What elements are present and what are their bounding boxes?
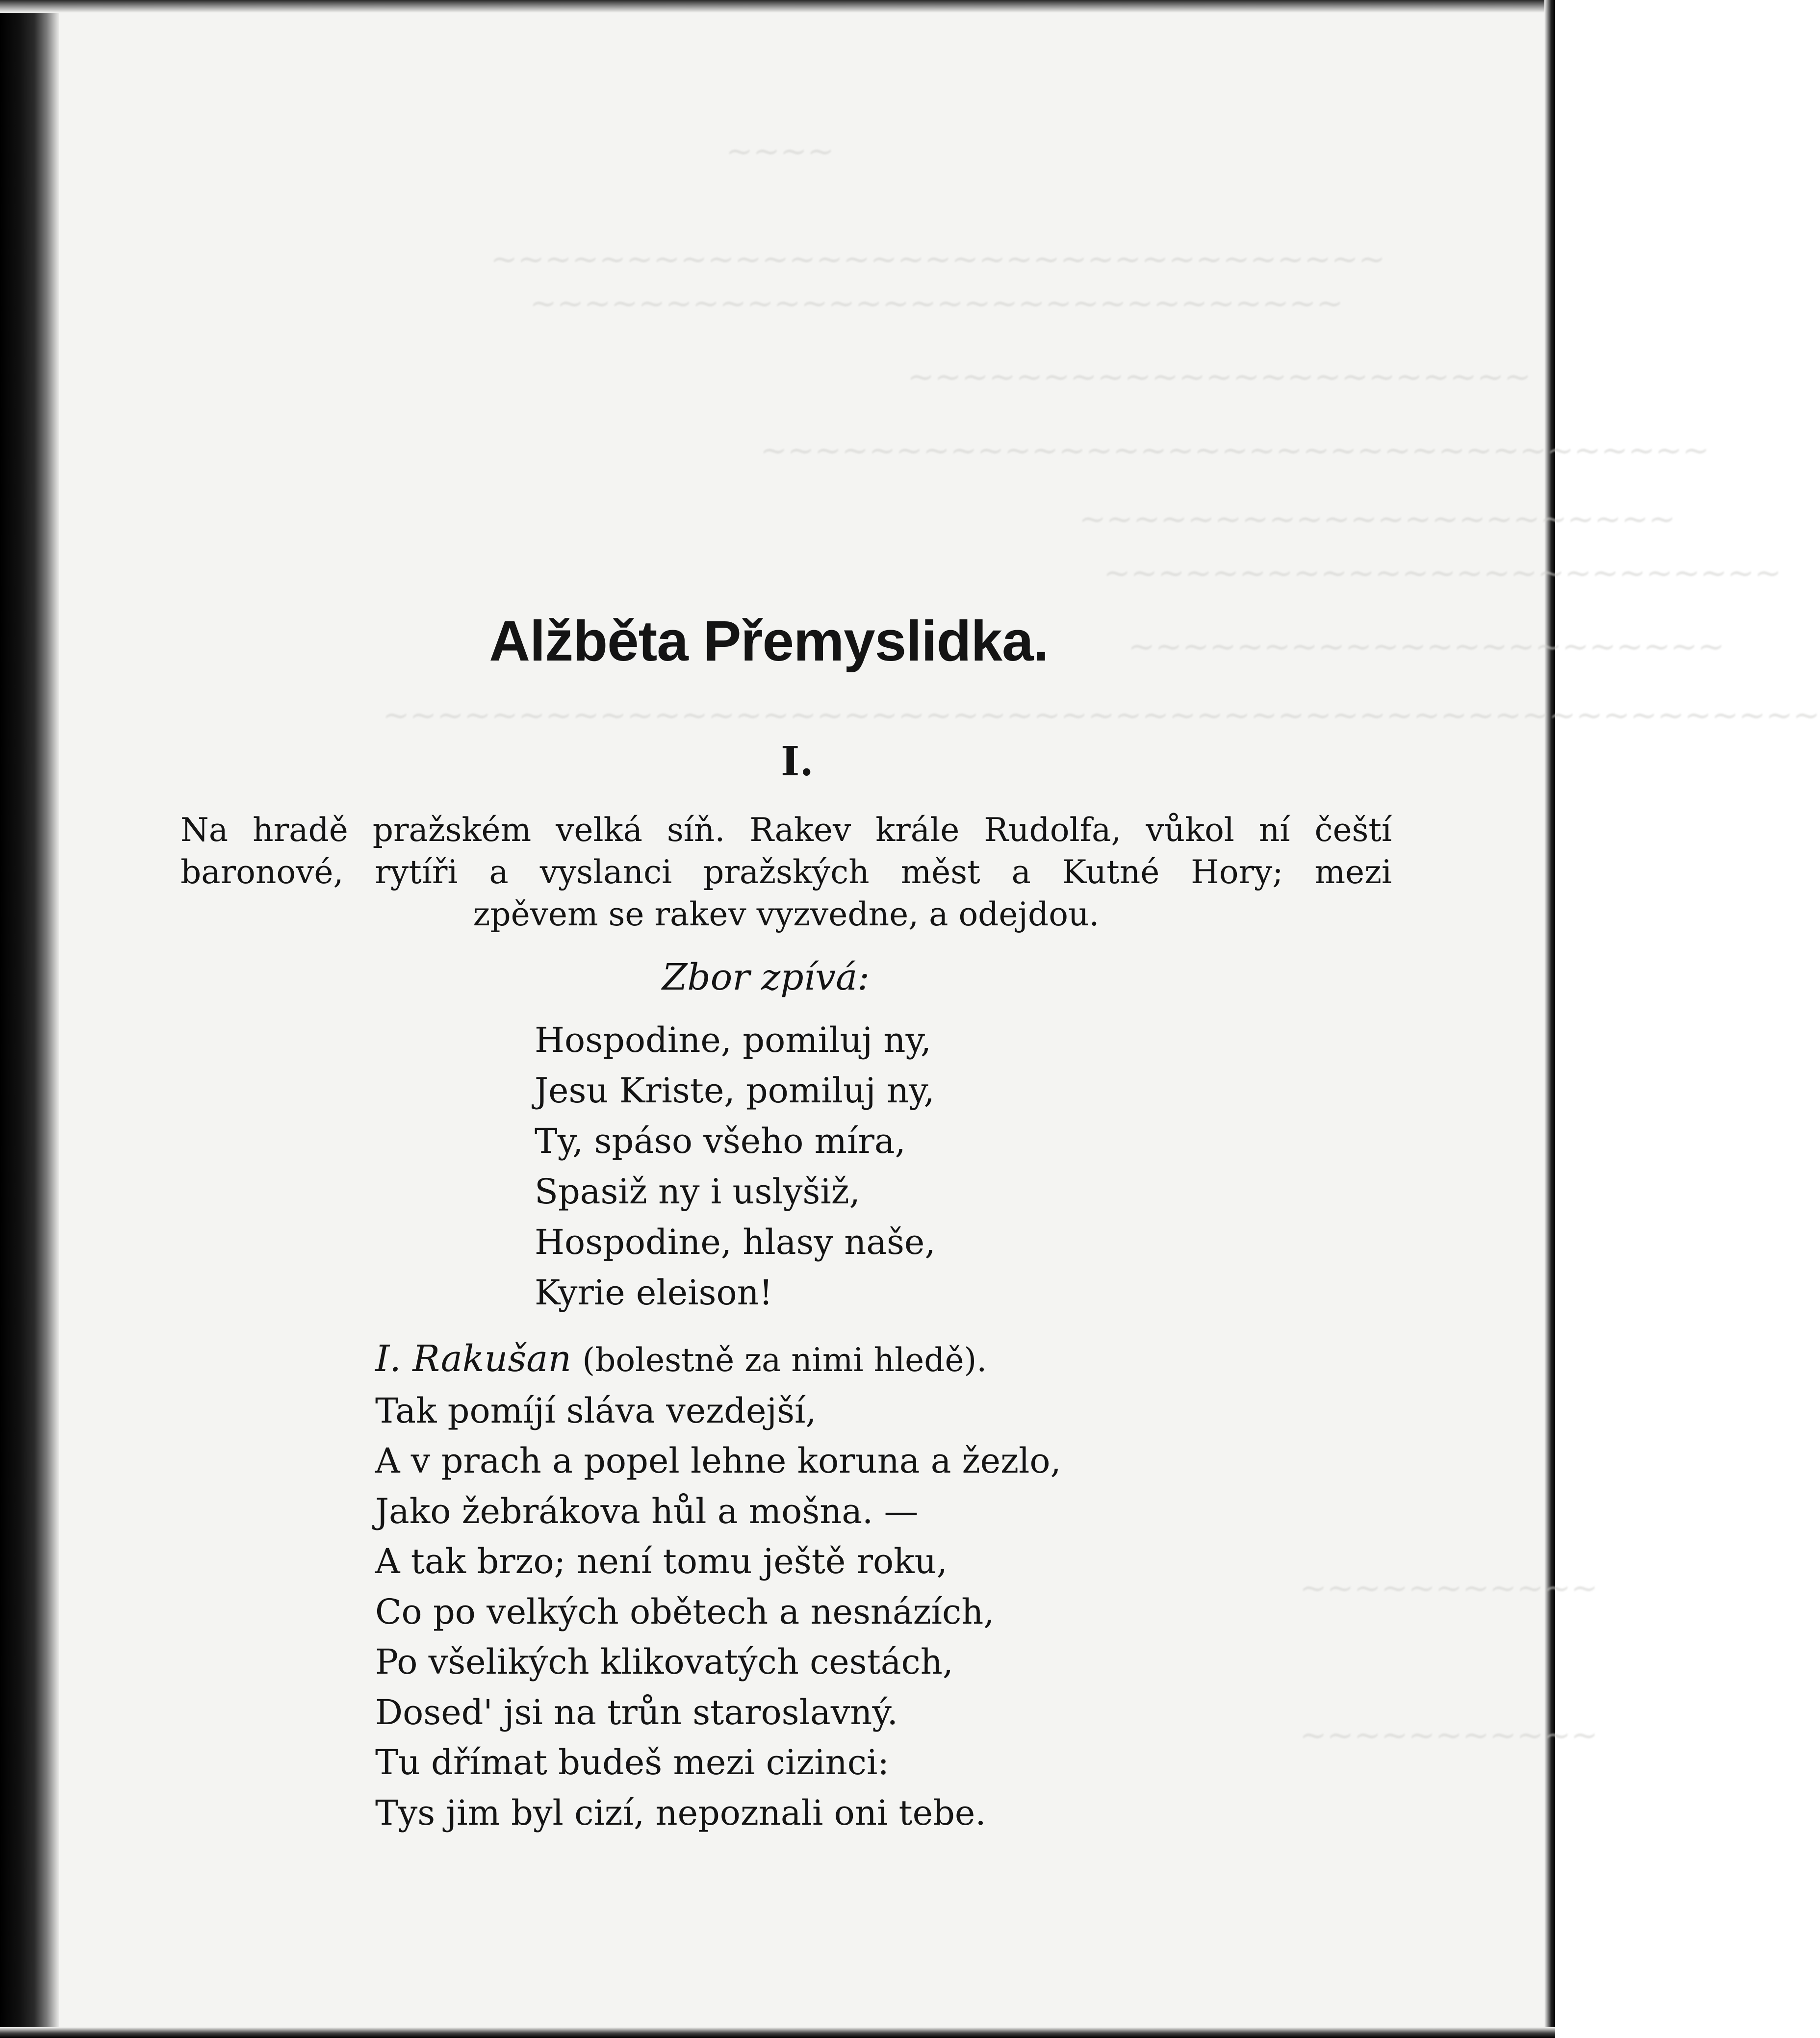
stage-direction-line: zpěvem se rakev vyzvedne, a odejdou. [473, 895, 1100, 933]
chorus-line: Spasiž ny i uslyšiž, [535, 1172, 860, 1212]
chorus-line: Ty, spáso všeho míra, [535, 1121, 906, 1161]
chorus-line: Jesu Kriste, pomiluj ny, [535, 1070, 935, 1111]
speech-line: Tys jim byl cizí, nepoznali oni tebe. [375, 1792, 986, 1833]
scanned-page: ~~~~ ~~~~~~~~~~~~~~~~~~~~~~~~~~~~~~~~~ ~~~~~~~~~~~~~~~~~~~~~~~~~~~~~~ ~~~~~~~~~~~~~~~~~~~~~~~ ~~~~~~~~~~~~~~~~~~~~~~~~~~~~~~~~~~~ ~~~~~~~~~~~~~~~~~~~~~~ ~~~~~~~~~~~~~~~~~~~~~~~~~ ~~~~~~~~~~~~~~~~~~~~~~ ~~~~~~~~~~~~~~~~~~~~~~~~~~~~~~~~~~~~~~~~~~~~~~~~~~~~~ ~~~~~~~~~~~ ~~~~~~~~~~~ Alžběta Přemyslidka. I. Na hradě pražském velká síň. Rakev krále Rudolfa, vůkol ní čeští baronové, rytíři a vyslanci pražských měst a Kutné Hory; mezi zpěvem se rakev vyzvedne, a odejdou. Zbor zpívá: Hospodine, pomiluj ny, Jesu Kriste, pomiluj ny, Ty, spáso všeho míra, Spasiž ny i uslyšiž, Hospodine, hlasy naše, Kyrie eleison! I. Rakušan (bolestně za nimi hledě). Tak pomíjí sláva vezdejší, A v prach a popel lehne koruna a žezlo, Jako žebrákova hůl a mošna. — A tak brzo; není tomu ještě roku, Co po velkých obětech a nesnázích, Po všelikých klikovatých cestách, Dosed' jsi na trůn staroslavný. Tu dřímat budeš mezi cizinci: Tys jim byl cizí, nepoznali oni tebe. [0, 0, 1555, 2038]
page-bottom-edge [0, 2027, 1555, 2038]
speech-line: Tu dřímat budeš mezi cizinci: [375, 1742, 889, 1783]
speech-block [375, 1334, 1061, 1838]
stage-direction-line: baronové, rytíři a vyslanci pražských měst a Kutné Hory; mezi [180, 853, 1392, 891]
stage-direction [180, 809, 1392, 936]
speaker-name: I. Rakušan [375, 1338, 572, 1380]
chorus-line: Hospodine, hlasy naše, [535, 1222, 936, 1262]
speech-line: Co po velkých obětech a nesnázích, [375, 1591, 995, 1632]
speaker-direction: (bolestně za nimi hledě). [582, 1341, 987, 1379]
page-top-edge [0, 0, 1555, 13]
chorus-heading: Zbor zpívá: [662, 956, 870, 998]
act-number: I. [781, 738, 814, 785]
page-binding-shadow [0, 0, 59, 2038]
speech-line: A tak brzo; není tomu ještě roku, [375, 1541, 948, 1581]
speech-line: A v prach a popel lehne koruna a žezlo, [375, 1441, 1061, 1481]
speech-line: Dosed' jsi na trůn staroslavný. [375, 1692, 898, 1732]
chorus-line: Kyrie eleison! [535, 1273, 773, 1313]
speech-line: Po všelikých klikovatých cestách, [375, 1642, 954, 1682]
speaker-line [375, 1334, 1061, 1386]
chorus-verses [535, 1015, 936, 1318]
stage-direction-line: Na hradě pražském velká síň. Rakev krále Rudolfa, vůkol ní čeští [180, 811, 1392, 849]
speech-line: Jako žebrákova hůl a mošna. — [375, 1491, 919, 1531]
chorus-line: Hospodine, pomiluj ny, [535, 1020, 931, 1060]
speech-line: Tak pomíjí sláva vezdejší, [375, 1390, 817, 1431]
page-title: Alžběta Přemyslidka. [489, 609, 1049, 673]
